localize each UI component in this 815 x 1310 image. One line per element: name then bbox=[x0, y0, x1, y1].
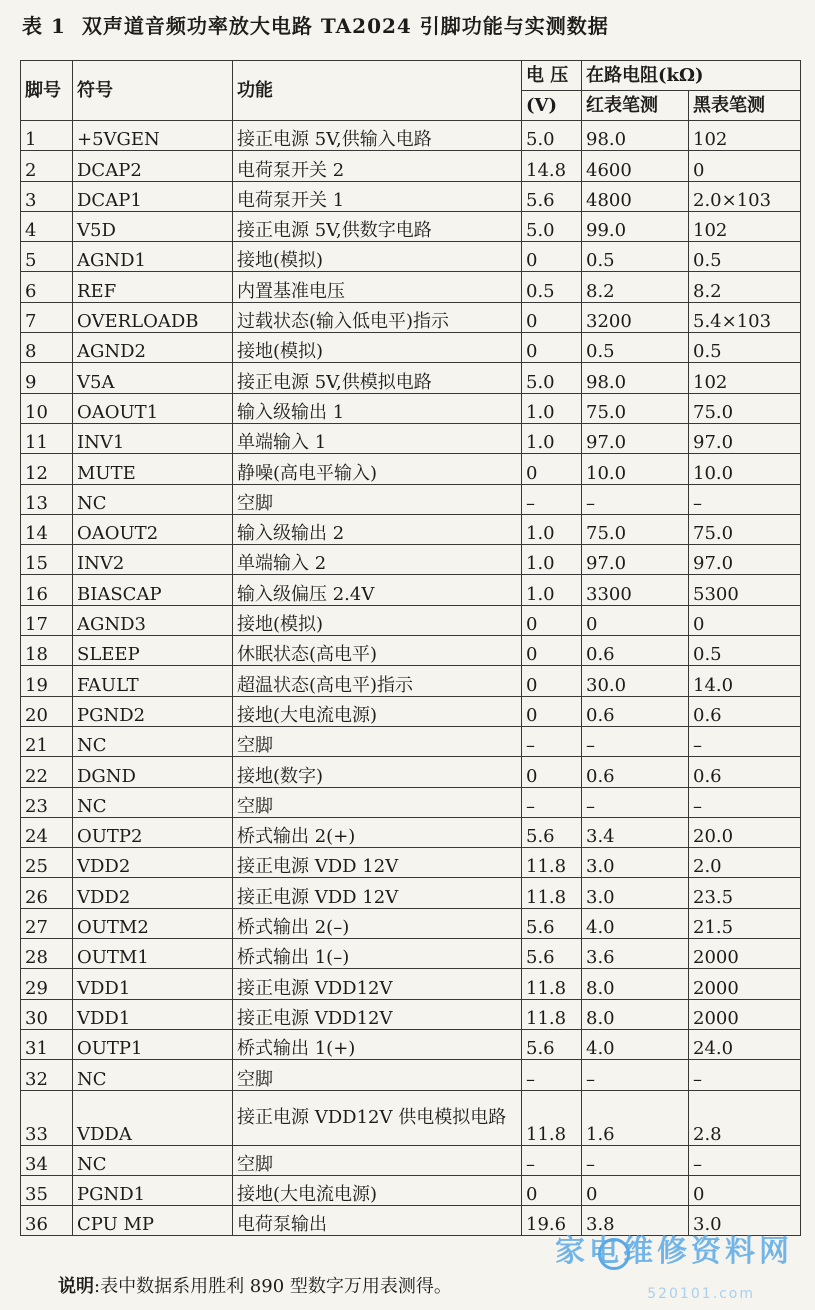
table-row bbox=[21, 484, 801, 514]
voltage-cell: 11.8 bbox=[522, 999, 582, 1029]
red-probe-cell: 0.5 bbox=[582, 333, 689, 363]
black-probe-cell: 2.0 bbox=[689, 848, 801, 878]
black-probe-cell: 102 bbox=[689, 363, 801, 393]
pin-cell: 15 bbox=[21, 545, 73, 575]
red-probe-cell: 30.0 bbox=[582, 666, 689, 696]
function-cell: 超温状态(高电平)指示 bbox=[233, 666, 522, 696]
header-black-probe: 黑表笔测 bbox=[689, 91, 801, 121]
function-cell: 输入级输出 1 bbox=[233, 393, 522, 423]
red-probe-cell: 4800 bbox=[582, 181, 689, 211]
table-row bbox=[21, 666, 801, 696]
symbol-cell: FAULT bbox=[73, 666, 233, 696]
function-cell: 接地(模拟) bbox=[233, 242, 522, 272]
black-probe-cell: 0 bbox=[689, 605, 801, 635]
black-probe-cell: 0 bbox=[689, 1175, 801, 1205]
pin-cell: 7 bbox=[21, 302, 73, 332]
red-probe-cell: 75.0 bbox=[582, 393, 689, 423]
symbol-cell: REF bbox=[73, 272, 233, 302]
pin-cell: 32 bbox=[21, 1060, 73, 1090]
voltage-cell: 0 bbox=[522, 666, 582, 696]
table-row bbox=[21, 1060, 801, 1090]
pin-cell: 20 bbox=[21, 696, 73, 726]
header-voltage-line2: (V) bbox=[522, 91, 582, 121]
black-probe-cell: 8.2 bbox=[689, 272, 801, 302]
table-row bbox=[21, 151, 801, 181]
red-probe-cell: 4.0 bbox=[582, 1029, 689, 1059]
table-row bbox=[21, 363, 801, 393]
black-probe-cell: 0 bbox=[689, 151, 801, 181]
symbol-cell: V5A bbox=[73, 363, 233, 393]
pin-cell: 14 bbox=[21, 514, 73, 544]
pin-cell: 21 bbox=[21, 726, 73, 756]
red-probe-cell: 8.2 bbox=[582, 272, 689, 302]
red-probe-cell: – bbox=[582, 484, 689, 514]
symbol-cell: INV1 bbox=[73, 423, 233, 453]
red-probe-cell: 8.0 bbox=[582, 969, 689, 999]
black-probe-cell: 10.0 bbox=[689, 454, 801, 484]
pin-cell: 3 bbox=[21, 181, 73, 211]
table-row bbox=[21, 545, 801, 575]
black-probe-cell: 0.6 bbox=[689, 757, 801, 787]
symbol-cell: NC bbox=[73, 787, 233, 817]
black-probe-cell: 23.5 bbox=[689, 878, 801, 908]
function-cell: 输入级偏压 2.4V bbox=[233, 575, 522, 605]
pin-cell: 13 bbox=[21, 484, 73, 514]
red-probe-cell: 0 bbox=[582, 605, 689, 635]
symbol-cell: NC bbox=[73, 484, 233, 514]
function-cell: 桥式输出 2(+) bbox=[233, 817, 522, 847]
voltage-cell: 0 bbox=[522, 636, 582, 666]
header-function: 功能 bbox=[233, 61, 522, 121]
watermark-brand: 家电维修资料网 bbox=[555, 1234, 793, 1269]
voltage-cell: 11.8 bbox=[522, 878, 582, 908]
footnote bbox=[58, 1272, 452, 1298]
function-cell: 内置基准电压 bbox=[233, 272, 522, 302]
symbol-cell: NC bbox=[73, 1060, 233, 1090]
table-row bbox=[21, 787, 801, 817]
function-cell: 接地(大电流电源) bbox=[233, 1175, 522, 1205]
red-probe-cell: 4600 bbox=[582, 151, 689, 181]
black-probe-cell: 5.4×103 bbox=[689, 302, 801, 332]
table-row bbox=[21, 757, 801, 787]
function-cell: 接正电源 5V,供模拟电路 bbox=[233, 363, 522, 393]
pin-cell: 22 bbox=[21, 757, 73, 787]
function-cell: 桥式输出 1(–) bbox=[233, 939, 522, 969]
black-probe-cell: 0.5 bbox=[689, 636, 801, 666]
function-cell: 过载状态(输入低电平)指示 bbox=[233, 302, 522, 332]
black-probe-cell: – bbox=[689, 1145, 801, 1175]
function-cell: 空脚 bbox=[233, 787, 522, 817]
voltage-cell: 11.8 bbox=[522, 848, 582, 878]
pin-cell: 16 bbox=[21, 575, 73, 605]
table-row bbox=[21, 272, 801, 302]
symbol-cell: VDD1 bbox=[73, 999, 233, 1029]
table-row bbox=[21, 636, 801, 666]
function-cell: 桥式输出 1(+) bbox=[233, 1029, 522, 1059]
table-caption bbox=[22, 10, 609, 39]
symbol-cell: AGND1 bbox=[73, 242, 233, 272]
black-probe-cell: 20.0 bbox=[689, 817, 801, 847]
pin-cell: 1 bbox=[21, 121, 73, 151]
symbol-cell: PGND1 bbox=[73, 1175, 233, 1205]
function-cell: 接正电源 VDD12V 供电模拟电路 bbox=[233, 1090, 522, 1145]
voltage-cell: – bbox=[522, 484, 582, 514]
function-cell: 电荷泵开关 1 bbox=[233, 181, 522, 211]
pin-cell: 12 bbox=[21, 454, 73, 484]
voltage-cell: 0 bbox=[522, 605, 582, 635]
header-row bbox=[21, 61, 801, 91]
red-probe-cell: 98.0 bbox=[582, 363, 689, 393]
red-probe-cell: – bbox=[582, 787, 689, 817]
red-probe-cell: 3.4 bbox=[582, 817, 689, 847]
table-row bbox=[21, 726, 801, 756]
black-probe-cell: 97.0 bbox=[689, 423, 801, 453]
table-row bbox=[21, 696, 801, 726]
function-cell: 电荷泵开关 2 bbox=[233, 151, 522, 181]
table-row bbox=[21, 1145, 801, 1175]
table-row bbox=[21, 302, 801, 332]
symbol-cell: BIASCAP bbox=[73, 575, 233, 605]
voltage-cell: 0 bbox=[522, 454, 582, 484]
watermark-url: 520101.com bbox=[647, 1286, 755, 1302]
symbol-cell: MUTE bbox=[73, 454, 233, 484]
symbol-cell: NC bbox=[73, 1145, 233, 1175]
table-row bbox=[21, 939, 801, 969]
table-row bbox=[21, 1029, 801, 1059]
function-cell: 空脚 bbox=[233, 484, 522, 514]
black-probe-cell: 5300 bbox=[689, 575, 801, 605]
function-cell: 单端输入 2 bbox=[233, 545, 522, 575]
pin-cell: 19 bbox=[21, 666, 73, 696]
symbol-cell: INV2 bbox=[73, 545, 233, 575]
red-probe-cell: 0.6 bbox=[582, 636, 689, 666]
voltage-cell: 1.0 bbox=[522, 575, 582, 605]
table-row bbox=[21, 817, 801, 847]
voltage-cell: 5.6 bbox=[522, 939, 582, 969]
symbol-cell: OAOUT2 bbox=[73, 514, 233, 544]
header-symbol: 符号 bbox=[73, 61, 233, 121]
voltage-cell: 5.6 bbox=[522, 908, 582, 938]
function-cell: 接正电源 5V,供输入电路 bbox=[233, 121, 522, 151]
function-cell: 接地(模拟) bbox=[233, 605, 522, 635]
symbol-cell: OUTM1 bbox=[73, 939, 233, 969]
voltage-cell: 0 bbox=[522, 302, 582, 332]
header-resistance: 在路电阻(kΩ) bbox=[582, 61, 801, 91]
function-cell: 接正电源 VDD 12V bbox=[233, 848, 522, 878]
table-row bbox=[21, 605, 801, 635]
voltage-cell: 5.0 bbox=[522, 121, 582, 151]
black-probe-cell: 2.0×103 bbox=[689, 181, 801, 211]
black-probe-cell: 102 bbox=[689, 121, 801, 151]
red-probe-cell: 0.5 bbox=[582, 242, 689, 272]
voltage-cell: 0.5 bbox=[522, 272, 582, 302]
red-probe-cell: 3200 bbox=[582, 302, 689, 332]
black-probe-cell: – bbox=[689, 1060, 801, 1090]
symbol-cell: DGND bbox=[73, 757, 233, 787]
function-cell: 空脚 bbox=[233, 726, 522, 756]
symbol-cell: OAOUT1 bbox=[73, 393, 233, 423]
symbol-cell: AGND2 bbox=[73, 333, 233, 363]
table-row bbox=[21, 211, 801, 241]
pin-cell: 34 bbox=[21, 1145, 73, 1175]
function-cell: 空脚 bbox=[233, 1145, 522, 1175]
pin-cell: 5 bbox=[21, 242, 73, 272]
symbol-cell: OUTP2 bbox=[73, 817, 233, 847]
pin-cell: 23 bbox=[21, 787, 73, 817]
table-row bbox=[21, 242, 801, 272]
black-probe-cell: – bbox=[689, 726, 801, 756]
black-probe-cell: – bbox=[689, 484, 801, 514]
function-cell: 接正电源 VDD12V bbox=[233, 969, 522, 999]
table-body bbox=[21, 121, 801, 1236]
voltage-cell: 1.0 bbox=[522, 545, 582, 575]
black-probe-cell: 2000 bbox=[689, 999, 801, 1029]
pin-cell: 11 bbox=[21, 423, 73, 453]
black-probe-cell: – bbox=[689, 787, 801, 817]
voltage-cell: 0 bbox=[522, 757, 582, 787]
function-cell: 桥式输出 2(–) bbox=[233, 908, 522, 938]
table-row bbox=[21, 514, 801, 544]
symbol-cell: NC bbox=[73, 726, 233, 756]
function-cell: 单端输入 1 bbox=[233, 423, 522, 453]
symbol-cell: VDD2 bbox=[73, 848, 233, 878]
red-probe-cell: – bbox=[582, 726, 689, 756]
symbol-cell: VDDA bbox=[73, 1090, 233, 1145]
black-probe-cell: 3.0 bbox=[689, 1206, 801, 1236]
black-probe-cell: 2000 bbox=[689, 939, 801, 969]
symbol-cell: CPU MP bbox=[73, 1206, 233, 1236]
voltage-cell: 0 bbox=[522, 1175, 582, 1205]
red-probe-cell: – bbox=[582, 1145, 689, 1175]
symbol-cell: SLEEP bbox=[73, 636, 233, 666]
table-row bbox=[21, 333, 801, 363]
table-row bbox=[21, 121, 801, 151]
red-probe-cell: 75.0 bbox=[582, 514, 689, 544]
pin-cell: 18 bbox=[21, 636, 73, 666]
black-probe-cell: 75.0 bbox=[689, 393, 801, 423]
black-probe-cell: 0.5 bbox=[689, 333, 801, 363]
pin-cell: 17 bbox=[21, 605, 73, 635]
voltage-cell: – bbox=[522, 1060, 582, 1090]
table-row bbox=[21, 908, 801, 938]
table-row bbox=[21, 1175, 801, 1205]
voltage-cell: 5.0 bbox=[522, 211, 582, 241]
voltage-cell: 19.6 bbox=[522, 1206, 582, 1236]
red-probe-cell: 97.0 bbox=[582, 423, 689, 453]
header-voltage-line1: 电 压 bbox=[522, 61, 582, 91]
table-row bbox=[21, 181, 801, 211]
pin-cell: 2 bbox=[21, 151, 73, 181]
black-probe-cell: 102 bbox=[689, 211, 801, 241]
black-probe-cell: 75.0 bbox=[689, 514, 801, 544]
pin-cell: 29 bbox=[21, 969, 73, 999]
red-probe-cell: 0 bbox=[582, 1175, 689, 1205]
pin-data-table bbox=[20, 60, 801, 1236]
symbol-cell: +5VGEN bbox=[73, 121, 233, 151]
pin-cell: 35 bbox=[21, 1175, 73, 1205]
red-probe-cell: 3300 bbox=[582, 575, 689, 605]
table-row bbox=[21, 969, 801, 999]
pin-cell: 24 bbox=[21, 817, 73, 847]
voltage-cell: 5.6 bbox=[522, 817, 582, 847]
table-row bbox=[21, 848, 801, 878]
red-probe-cell: – bbox=[582, 1060, 689, 1090]
symbol-cell: VDD1 bbox=[73, 969, 233, 999]
table-row bbox=[21, 454, 801, 484]
function-cell: 接地(模拟) bbox=[233, 333, 522, 363]
red-probe-cell: 97.0 bbox=[582, 545, 689, 575]
function-cell: 接地(大电流电源) bbox=[233, 696, 522, 726]
symbol-cell: OVERLOADB bbox=[73, 302, 233, 332]
red-probe-cell: 10.0 bbox=[582, 454, 689, 484]
function-cell: 接正电源 VDD12V bbox=[233, 999, 522, 1029]
table-row bbox=[21, 878, 801, 908]
table-row bbox=[21, 575, 801, 605]
voltage-cell: – bbox=[522, 1145, 582, 1175]
voltage-cell: 11.8 bbox=[522, 1090, 582, 1145]
black-probe-cell: 0.6 bbox=[689, 696, 801, 726]
red-probe-cell: 3.0 bbox=[582, 848, 689, 878]
pin-cell: 25 bbox=[21, 848, 73, 878]
function-cell: 接地(数字) bbox=[233, 757, 522, 787]
voltage-cell: – bbox=[522, 726, 582, 756]
black-probe-cell: 14.0 bbox=[689, 666, 801, 696]
symbol-cell: OUTM2 bbox=[73, 908, 233, 938]
symbol-cell: AGND3 bbox=[73, 605, 233, 635]
red-probe-cell: 3.0 bbox=[582, 878, 689, 908]
table-row bbox=[21, 393, 801, 423]
voltage-cell: 5.6 bbox=[522, 1029, 582, 1059]
black-probe-cell: 24.0 bbox=[689, 1029, 801, 1059]
function-cell: 接正电源 VDD 12V bbox=[233, 878, 522, 908]
black-probe-cell: 21.5 bbox=[689, 908, 801, 938]
red-probe-cell: 0.6 bbox=[582, 757, 689, 787]
table-row bbox=[21, 423, 801, 453]
pin-cell: 26 bbox=[21, 878, 73, 908]
red-probe-cell: 3.6 bbox=[582, 939, 689, 969]
voltage-cell: 14.8 bbox=[522, 151, 582, 181]
function-cell: 休眠状态(高电平) bbox=[233, 636, 522, 666]
black-probe-cell: 0.5 bbox=[689, 242, 801, 272]
symbol-cell: DCAP2 bbox=[73, 151, 233, 181]
pin-cell: 33 bbox=[21, 1090, 73, 1145]
footnote-text: :表中数据系用胜利 890 型数字万用表测得。 bbox=[94, 1276, 452, 1297]
pin-cell: 8 bbox=[21, 333, 73, 363]
symbol-cell: PGND2 bbox=[73, 696, 233, 726]
pin-cell: 36 bbox=[21, 1206, 73, 1236]
pin-cell: 6 bbox=[21, 272, 73, 302]
voltage-cell: 5.6 bbox=[522, 181, 582, 211]
function-cell: 静噪(高电平输入) bbox=[233, 454, 522, 484]
footnote-label: 说明 bbox=[58, 1276, 94, 1297]
symbol-cell: OUTP1 bbox=[73, 1029, 233, 1059]
symbol-cell: DCAP1 bbox=[73, 181, 233, 211]
header-pin: 脚号 bbox=[21, 61, 73, 121]
table-row bbox=[21, 999, 801, 1029]
pin-cell: 10 bbox=[21, 393, 73, 423]
pin-cell: 27 bbox=[21, 908, 73, 938]
red-probe-cell: 1.6 bbox=[582, 1090, 689, 1145]
voltage-cell: 1.0 bbox=[522, 514, 582, 544]
table-row bbox=[21, 1090, 801, 1145]
pin-cell: 9 bbox=[21, 363, 73, 393]
red-probe-cell: 4.0 bbox=[582, 908, 689, 938]
voltage-cell: 5.0 bbox=[522, 363, 582, 393]
black-probe-cell: 2000 bbox=[689, 969, 801, 999]
red-probe-cell: 8.0 bbox=[582, 999, 689, 1029]
red-probe-cell: 3.8 bbox=[582, 1206, 689, 1236]
red-probe-cell: 0.6 bbox=[582, 696, 689, 726]
pin-cell: 30 bbox=[21, 999, 73, 1029]
voltage-cell: 11.8 bbox=[522, 969, 582, 999]
voltage-cell: 0 bbox=[522, 333, 582, 363]
table-number: 表 1 bbox=[22, 14, 66, 38]
voltage-cell: 1.0 bbox=[522, 423, 582, 453]
voltage-cell: 0 bbox=[522, 696, 582, 726]
symbol-cell: V5D bbox=[73, 211, 233, 241]
function-cell: 电荷泵输出 bbox=[233, 1206, 522, 1236]
voltage-cell: 1.0 bbox=[522, 393, 582, 423]
pin-cell: 31 bbox=[21, 1029, 73, 1059]
symbol-cell: VDD2 bbox=[73, 878, 233, 908]
pin-cell: 4 bbox=[21, 211, 73, 241]
pin-cell: 28 bbox=[21, 939, 73, 969]
black-probe-cell: 2.8 bbox=[689, 1090, 801, 1145]
function-cell: 空脚 bbox=[233, 1060, 522, 1090]
header-red-probe: 红表笔测 bbox=[582, 91, 689, 121]
black-probe-cell: 97.0 bbox=[689, 545, 801, 575]
red-probe-cell: 98.0 bbox=[582, 121, 689, 151]
voltage-cell: 0 bbox=[522, 242, 582, 272]
function-cell: 接正电源 5V,供数字电路 bbox=[233, 211, 522, 241]
voltage-cell: – bbox=[522, 787, 582, 817]
function-cell: 输入级输出 2 bbox=[233, 514, 522, 544]
table-title: 双声道音频功率放大电路 TA2024 引脚功能与实测数据 bbox=[81, 14, 609, 38]
red-probe-cell: 99.0 bbox=[582, 211, 689, 241]
